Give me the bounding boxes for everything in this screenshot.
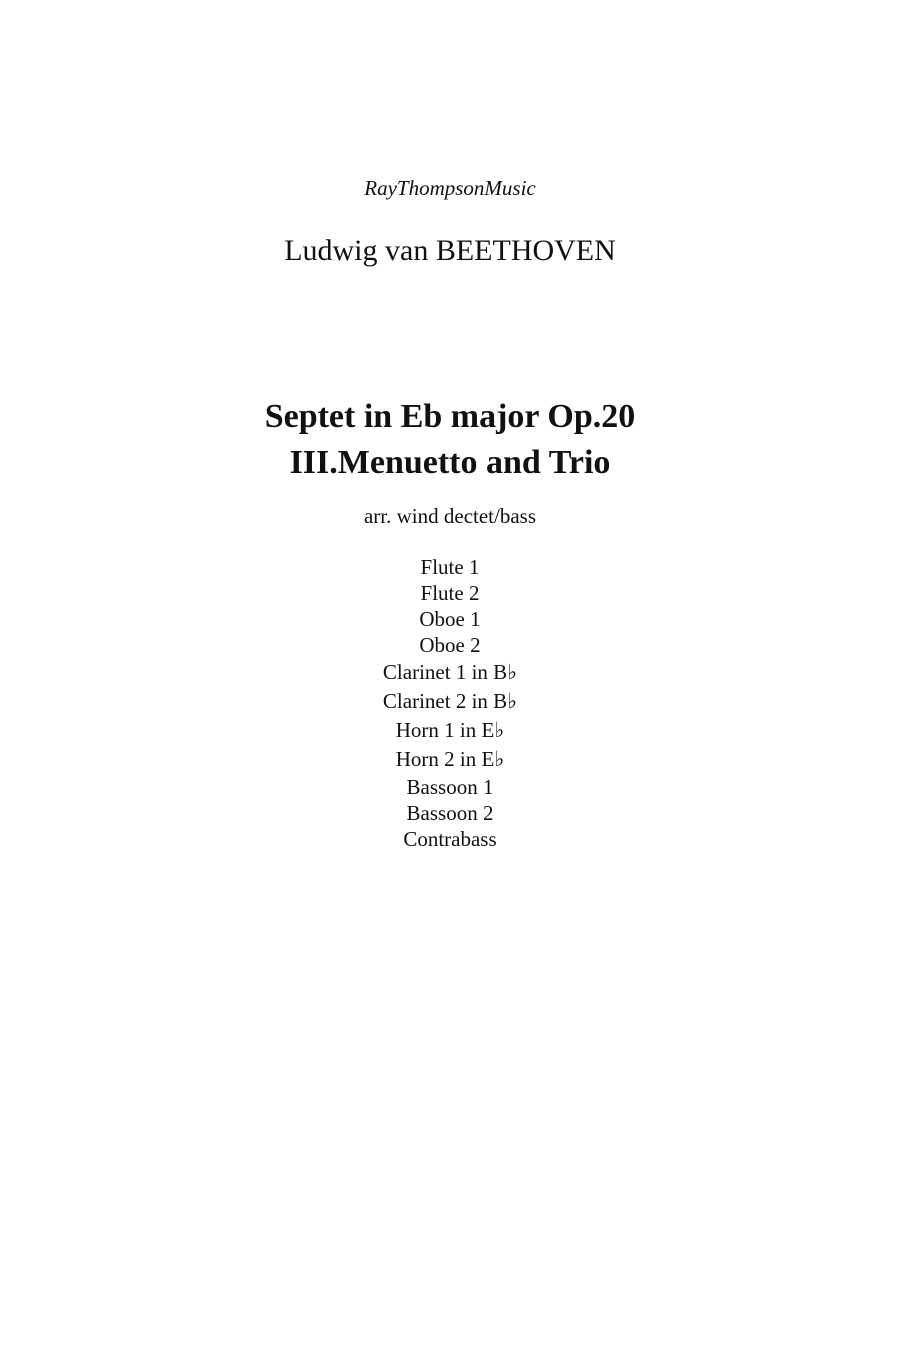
instrument-list xyxy=(0,554,900,852)
instrument-item: Contrabass xyxy=(403,827,497,851)
instrument-item: Flute 1 xyxy=(420,555,480,579)
instrument-item: Bassoon 2 xyxy=(406,801,494,825)
instrument-item: Oboe 1 xyxy=(419,607,481,631)
movement-title: III.Menuetto and Trio xyxy=(289,444,611,481)
instrument-item: Clarinet 1 in B♭ xyxy=(382,660,518,684)
arrangement-note: arr. wind dectet/bass xyxy=(363,504,537,528)
publisher-name: RayThompsonMusic xyxy=(364,176,536,200)
instrument-item: Oboe 2 xyxy=(419,633,481,657)
instrument-item: Flute 2 xyxy=(420,581,480,605)
instrument-item: Horn 2 in E♭ xyxy=(395,747,505,771)
composer-name: Ludwig van BEETHOVEN xyxy=(284,234,616,267)
instrument-item: Horn 1 in E♭ xyxy=(395,718,505,742)
instrument-item: Clarinet 2 in B♭ xyxy=(382,689,518,713)
work-title: Septet in Eb major Op.20 xyxy=(264,398,636,435)
instrument-item: Bassoon 1 xyxy=(406,775,494,799)
